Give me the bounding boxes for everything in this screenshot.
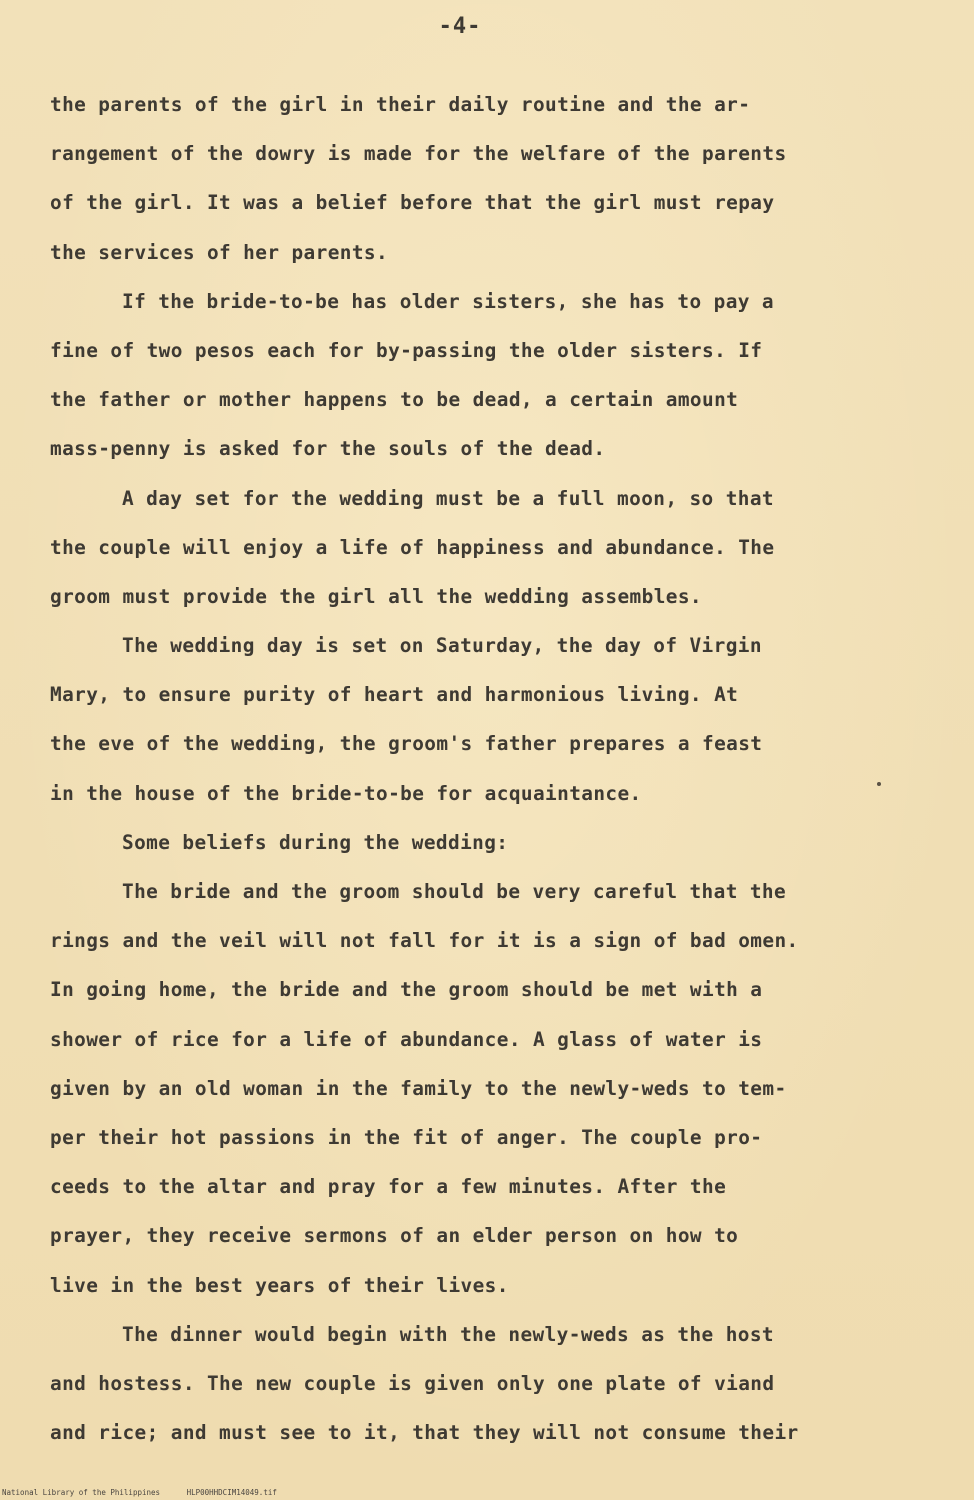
text-line: In going home, the bride and the groom should be met with a — [50, 978, 763, 1002]
text-line: The bride and the groom should be very careful that the — [122, 880, 787, 903]
text-line: per their hot passions in the fit of anger. The couple pro- — [50, 1125, 763, 1149]
text-line: ceeds to the altar and pray for a few minutes. After the — [50, 1175, 727, 1199]
text-line: If the bride-to-be has older sisters, she has to pay a — [122, 289, 775, 313]
text-line: rangement of the dowry is made for the welfare of the parents — [50, 142, 787, 166]
text-line: The dinner would begin with the newly-weds as the host — [122, 1322, 775, 1346]
page-number: -4- — [438, 14, 482, 39]
text-line: and hostess. The new couple is given only one plate of viand — [50, 1371, 775, 1395]
text-line: live in the best years of their lives. — [50, 1273, 509, 1297]
text-line: the couple will enjoy a life of happiness and abundance. The — [50, 535, 775, 559]
text-line: rings and the veil will not fall for it is a sign of bad omen. — [50, 929, 799, 953]
text-line: A day set for the wedding must be a full moon, so that — [122, 486, 775, 510]
scan-filename: HLP00HHDCIM14049.tif — [186, 1488, 277, 1497]
text-line: the services of her parents. — [50, 240, 389, 264]
text-line: the eve of the wedding, the groom's father prepares a feast — [50, 732, 763, 756]
text-line: The wedding day is set on Saturday, the day of Virgin — [122, 634, 762, 658]
text-line: the father or mother happens to be dead, a certain amount — [50, 388, 739, 412]
text-line: mass-penny is asked for the souls of the dead. — [50, 437, 606, 461]
text-line: of the girl. It was a belief before that the girl must repay — [50, 191, 775, 215]
text-line: the parents of the girl in their daily routine and the ar- — [50, 93, 751, 116]
text-line: groom must provide the girl all the wedding assembles. — [50, 584, 703, 608]
body-text — [50, 80, 950, 1457]
text-line: fine of two pesos each for by-passing the older sisters. If — [50, 338, 763, 362]
text-line: Some beliefs during the wedding: — [122, 830, 509, 854]
scan-footer — [2, 1488, 299, 1497]
text-line: in the house of the bride-to-be for acquaintance. — [50, 781, 642, 805]
library-credit: National Library of the Philippines — [2, 1488, 161, 1497]
text-line: Mary, to ensure purity of heart and harmonious living. At — [50, 683, 739, 707]
text-line: prayer, they receive sermons of an elder person on how to — [50, 1224, 739, 1248]
text-line: shower of rice for a life of abundance. A glass of water is — [50, 1027, 763, 1051]
text-line: given by an old woman in the family to the newly-weds to tem- — [50, 1076, 787, 1100]
ink-speck — [877, 782, 881, 786]
text-line: and rice; and must see to it, that they will not consume their — [50, 1421, 799, 1445]
